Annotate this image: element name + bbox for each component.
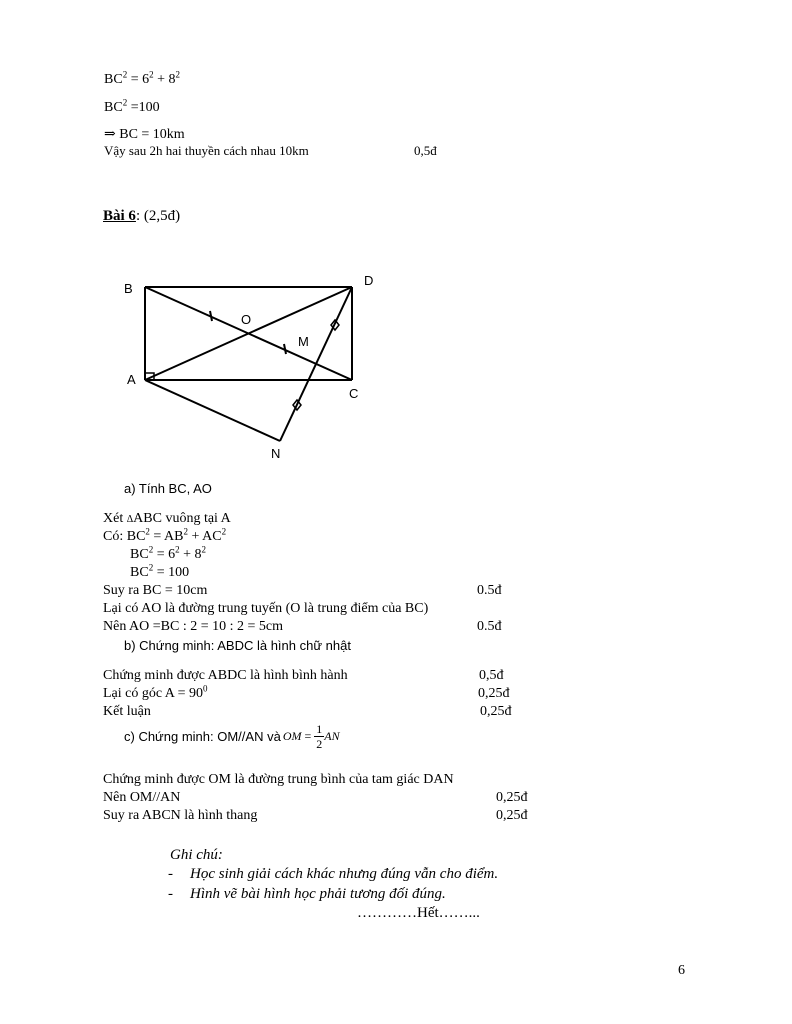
end-marker: …………Hết……... <box>357 905 480 921</box>
formula-fraction: $\frac{1}{2}$ <box>316 722 323 751</box>
part-a-line1: Xét ΔABC vuông tại A <box>103 511 231 526</box>
label-d: D <box>364 273 374 288</box>
equation-bc-squared: $BC^2 = 6^2 + 8^2$ <box>104 69 180 87</box>
segment-an <box>145 380 280 441</box>
exercise-6-heading <box>103 208 180 225</box>
label-a: A <box>127 372 136 387</box>
formula-equals: = <box>301 729 315 743</box>
part-b-line2: Lại có góc $A = 90^0$ <box>103 683 208 701</box>
part-b-heading: b) Chứng minh: ABDC là hình chữ nhật <box>124 638 351 653</box>
tick-oc <box>284 344 286 354</box>
conclusion-text: Vậy sau 2h hai thuyền cách nhau 10km <box>104 143 309 158</box>
part-b-line3-score: 0,25đ <box>480 704 512 719</box>
notes-item-2: - Hình vẽ bài hình học phải tương đối đúng. <box>168 886 446 902</box>
notes-title: Ghi chú: <box>170 847 223 863</box>
part-c-line3-score: 0,25đ <box>496 808 528 823</box>
page-number: 6 <box>678 963 685 978</box>
part-a-line2: Có: $BC^2 = AB^2 + AC^2$ <box>103 526 227 544</box>
part-c-line2: Nên OM//AN <box>103 790 181 805</box>
exercise-6-points: : (2,5đ) <box>135 208 181 224</box>
part-a-heading: a) Tính BC, AO <box>124 481 212 496</box>
label-o: O <box>241 312 252 327</box>
conclusion-score: 0,5đ <box>414 143 437 158</box>
part-c-heading: c) Chứng minh: OM//AN và OM = $\frac{1}{2}$ AN <box>124 722 340 751</box>
part-a-line5-score: 0.5đ <box>477 583 502 598</box>
equation-bc-100: $BC^2 =100$ <box>104 97 160 115</box>
geometry-figure-svg <box>110 258 390 468</box>
part-b-line3: Kết luận <box>103 704 151 719</box>
formula-om-lhs: OM <box>282 729 302 743</box>
label-c: C <box>349 386 359 401</box>
part-b-line1: Chứng minh được ABDC là hình bình hành <box>103 668 348 683</box>
part-c-line2-score: 0,25đ <box>496 790 528 805</box>
part-b-line2-score: 0,25đ <box>478 686 510 701</box>
tick-bo <box>210 311 212 321</box>
segment-dn <box>280 287 352 441</box>
label-b: B <box>124 281 133 296</box>
part-c-line1: Chứng minh được OM là đường trung bình của tam giác DAN <box>103 772 454 787</box>
part-a-line4: $BC^2 = 100$ <box>130 562 190 580</box>
equation-bc-10km: ⇒ BC = 10km <box>104 127 185 142</box>
geometry-figure <box>110 258 390 468</box>
part-a-line7: Nên AO =BC : 2 = 10 : 2 = 5cm <box>103 619 284 634</box>
part-a-line3: $BC^2 = 6^2 + 8^2$ <box>130 544 206 562</box>
part-a-line5: Suy ra BC = 10cm <box>103 583 208 598</box>
part-b-line1-score: 0,5đ <box>479 668 504 683</box>
formula-an-rhs: AN <box>324 729 340 743</box>
label-m: M <box>298 334 309 349</box>
exercise-6-title: Bài 6 <box>103 208 136 224</box>
part-a-line6: Lại có AO là đường trung tuyến (O là trung điểm của BC) <box>103 601 429 616</box>
part-c-line3: Suy ra ABCN là hình thang <box>103 808 258 823</box>
notes-item-1: - Học sinh giải cách khác nhưng đúng vẫn cho điểm. <box>168 866 499 882</box>
label-n: N <box>271 446 281 461</box>
part-a-line7-score: 0.5đ <box>477 619 502 634</box>
